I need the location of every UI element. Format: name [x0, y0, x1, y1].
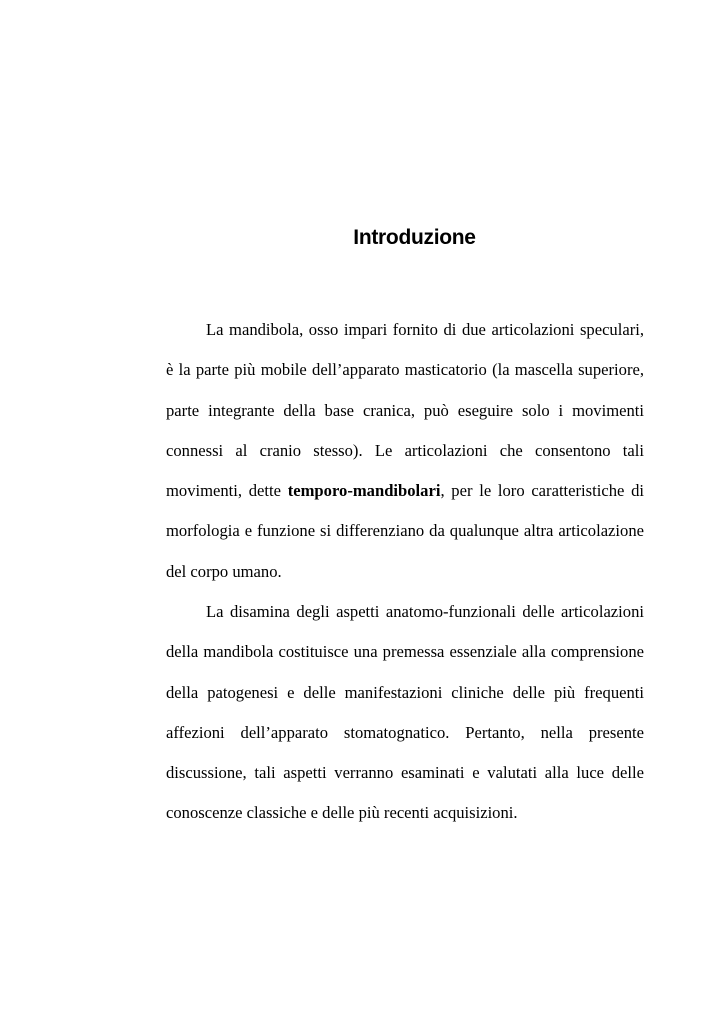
bold-term: temporo-mandibolari — [287, 481, 441, 501]
page-title: Introduzione — [353, 226, 476, 249]
paragraph-1-part-b: , per le loro caratteristiche di morfologia e funzione si differenziano da qualunque altra articolazione del corpo umano. — [166, 481, 644, 581]
paragraph-2 — [166, 592, 644, 834]
paragraph-1-part-a: La mandibola, osso impari fornito di due articolazioni speculari, è la parte più mobile dell’apparato masticatorio (la mascella superiore, parte integrante della base cranica, può eseguire solo i movimenti connessi al cranio stesso). Le articolazioni che consentono tali movimenti, dette — [166, 320, 644, 501]
paragraph-1 — [166, 310, 644, 592]
paragraph-2-text: La disamina degli aspetti anatomo-funzionali delle articolazioni della mandibola costituisce una premessa essenziale alla comprensione della patogenesi e delle manifestazioni cliniche delle più frequenti affezioni dell’apparato stomatognatico. Pertanto, nella presente discussione, tali aspetti verranno esaminati e valutati alla luce delle conoscenze classiche e delle più recenti acquisizioni. — [166, 602, 644, 823]
paragraph-1-text — [166, 310, 644, 592]
